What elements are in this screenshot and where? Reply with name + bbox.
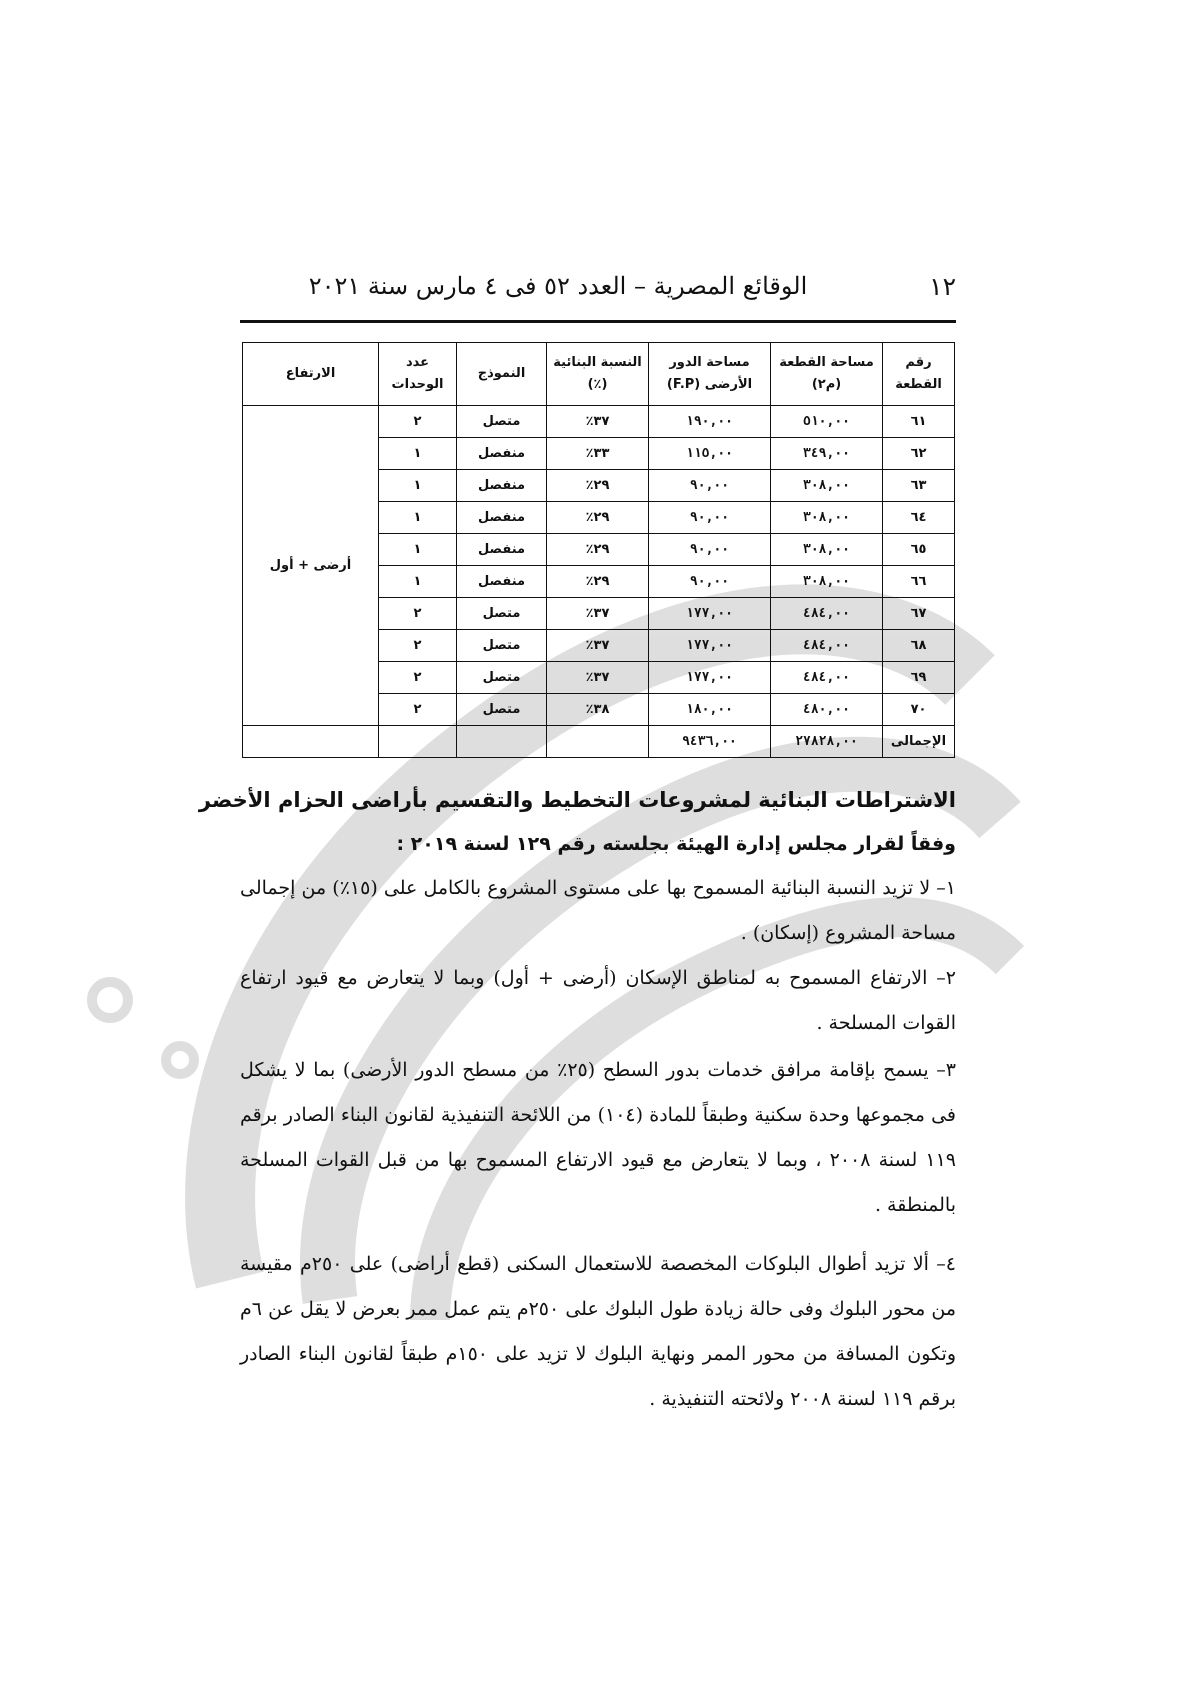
units-count: ١ <box>379 566 457 598</box>
building-ratio: ٢٩٪ <box>547 534 649 566</box>
section-heading <box>198 778 956 866</box>
model: متصل <box>457 662 547 694</box>
units-count: ٢ <box>379 662 457 694</box>
gazette-title: الوقائع المصرية – العدد ٥٢ فى ٤ مارس سنة ٢٠٢١ <box>308 272 808 300</box>
building-ratio: ٣٣٪ <box>547 438 649 470</box>
table-header-row <box>243 343 955 406</box>
model: منفصل <box>457 438 547 470</box>
col-header: مساحة الدور الأرضى (F.P) <box>649 343 771 406</box>
plot-number: ٦٧ <box>883 598 955 630</box>
plot-number: ٦٢ <box>883 438 955 470</box>
plot-area: ٣٠٨,٠٠ <box>771 534 883 566</box>
page-header <box>240 268 956 318</box>
col-header: رقم القطعة <box>883 343 955 406</box>
model: متصل <box>457 630 547 662</box>
plot-number: ٦٨ <box>883 630 955 662</box>
model: منفصل <box>457 502 547 534</box>
plot-area: ٤٨٤,٠٠ <box>771 598 883 630</box>
model: متصل <box>457 598 547 630</box>
page-number: ١٢ <box>929 272 956 301</box>
clause-2: ٢– الارتفاع المسموح به لمناطق الإسكان (أرضى + أول) وبما لا يتعارض مع قيود ارتفاع القوات المسلحة . <box>240 967 956 1034</box>
total-label: الإجمالى <box>883 726 955 758</box>
clause-1: ١– لا تزيد النسبة البنائية المسموح بها على مستوى المشروع بالكامل على (١٥٪) من إجمالى مساحة المشروع (إسكان) . <box>240 877 957 944</box>
height-value: أرضى + أول <box>243 406 379 726</box>
units-count: ٢ <box>379 630 457 662</box>
clause-4: ٤– ألا تزيد أطوال البلوكات المخصصة للاستعمال السكنى (قطع أراضى) على ٢٥٠م مقيسة من محور البلوك وفى حالة زيادة طول البلوك على ٢٥٠م يتم عمل ممر بعرض لا يقل عن ٦م وتكون المسافة من محور الممر ونهاية البلوك لا تزيد على ١٥٠م طبقاً لقانون البناء الصادر برقم ١١٩ لسنة ٢٠٠٨ ولائحته التنفيذية . <box>240 1253 957 1410</box>
ground-floor-area: ١١٥,٠٠ <box>649 438 771 470</box>
total-area: ٢٧٨٢٨,٠٠ <box>771 726 883 758</box>
header-rule <box>240 320 956 323</box>
plot-area: ٣٠٨,٠٠ <box>771 470 883 502</box>
clause-3: ٣– يسمح بإقامة مرافق خدمات بدور السطح (٢٥٪ من مسطح الدور الأرضى) بما لا يشكل فى مجموعها وحدة سكنية وطبقاً للمادة (١٠٤) من اللائحة التنفيذية لقانون البناء الصادر برقم ١١٩ لسنة ٢٠٠٨ ، وبما لا يتعارض مع قيود الارتفاع المسموح بها من قبل القوات المسلحة بالمنطقة . <box>240 1059 957 1216</box>
units-count: ١ <box>379 438 457 470</box>
plots-table <box>242 342 955 758</box>
empty-cell <box>243 726 379 758</box>
building-ratio: ٢٩٪ <box>547 470 649 502</box>
ground-floor-area: ٩٠,٠٠ <box>649 566 771 598</box>
model: متصل <box>457 694 547 726</box>
model: منفصل <box>457 566 547 598</box>
model: متصل <box>457 406 547 438</box>
model: منفصل <box>457 470 547 502</box>
plot-area: ٤٨٤,٠٠ <box>771 630 883 662</box>
col-header: مساحة القطعة (م٢) <box>771 343 883 406</box>
plot-number: ٦٥ <box>883 534 955 566</box>
ground-floor-area: ١٧٧,٠٠ <box>649 598 771 630</box>
col-header: النموذج <box>457 343 547 406</box>
ground-floor-area: ٩٠,٠٠ <box>649 502 771 534</box>
plot-area: ٤٨٤,٠٠ <box>771 662 883 694</box>
col-header: الارتفاع <box>243 343 379 406</box>
building-ratio: ٣٧٪ <box>547 630 649 662</box>
building-ratio: ٣٨٪ <box>547 694 649 726</box>
units-count: ٢ <box>379 694 457 726</box>
building-ratio: ٣٧٪ <box>547 406 649 438</box>
building-ratio: ٣٧٪ <box>547 662 649 694</box>
building-ratio: ٢٩٪ <box>547 566 649 598</box>
plot-area: ٤٨٠,٠٠ <box>771 694 883 726</box>
ground-floor-area: ١٩٠,٠٠ <box>649 406 771 438</box>
units-count: ٢ <box>379 406 457 438</box>
empty-cell <box>547 726 649 758</box>
ground-floor-area: ٩٠,٠٠ <box>649 470 771 502</box>
ground-floor-area: ٩٠,٠٠ <box>649 534 771 566</box>
ground-floor-area: ١٨٠,٠٠ <box>649 694 771 726</box>
units-count: ١ <box>379 534 457 566</box>
col-header: النسبة البنائية (٪) <box>547 343 649 406</box>
plot-number: ٦٣ <box>883 470 955 502</box>
model: منفصل <box>457 534 547 566</box>
plot-area: ٥١٠,٠٠ <box>771 406 883 438</box>
total-row <box>243 726 955 758</box>
ground-floor-area: ١٧٧,٠٠ <box>649 662 771 694</box>
plot-number: ٦٤ <box>883 502 955 534</box>
plot-area: ٣٠٨,٠٠ <box>771 502 883 534</box>
units-count: ١ <box>379 470 457 502</box>
plot-number: ٦٦ <box>883 566 955 598</box>
plot-number: ٧٠ <box>883 694 955 726</box>
plot-area: ٣٠٨,٠٠ <box>771 566 883 598</box>
building-ratio: ٢٩٪ <box>547 502 649 534</box>
total-ground-floor-area: ٩٤٣٦,٠٠ <box>649 726 771 758</box>
plot-number: ٦٩ <box>883 662 955 694</box>
building-ratio: ٣٧٪ <box>547 598 649 630</box>
section-heading-line2: وفقاً لقرار مجلس إدارة الهيئة بجلسته رقم ١٢٩ لسنة ٢٠١٩ : <box>396 833 956 855</box>
table-row <box>243 406 955 438</box>
col-header: عدد الوحدات <box>379 343 457 406</box>
section-heading-line1: الاشتراطات البنائية لمشروعات التخطيط والتقسيم بأراضى الحزام الأخضر <box>198 788 956 812</box>
ground-floor-area: ١٧٧,٠٠ <box>649 630 771 662</box>
units-count: ٢ <box>379 598 457 630</box>
plot-area: ٣٤٩,٠٠ <box>771 438 883 470</box>
empty-cell <box>379 726 457 758</box>
units-count: ١ <box>379 502 457 534</box>
empty-cell <box>457 726 547 758</box>
plot-number: ٦١ <box>883 406 955 438</box>
